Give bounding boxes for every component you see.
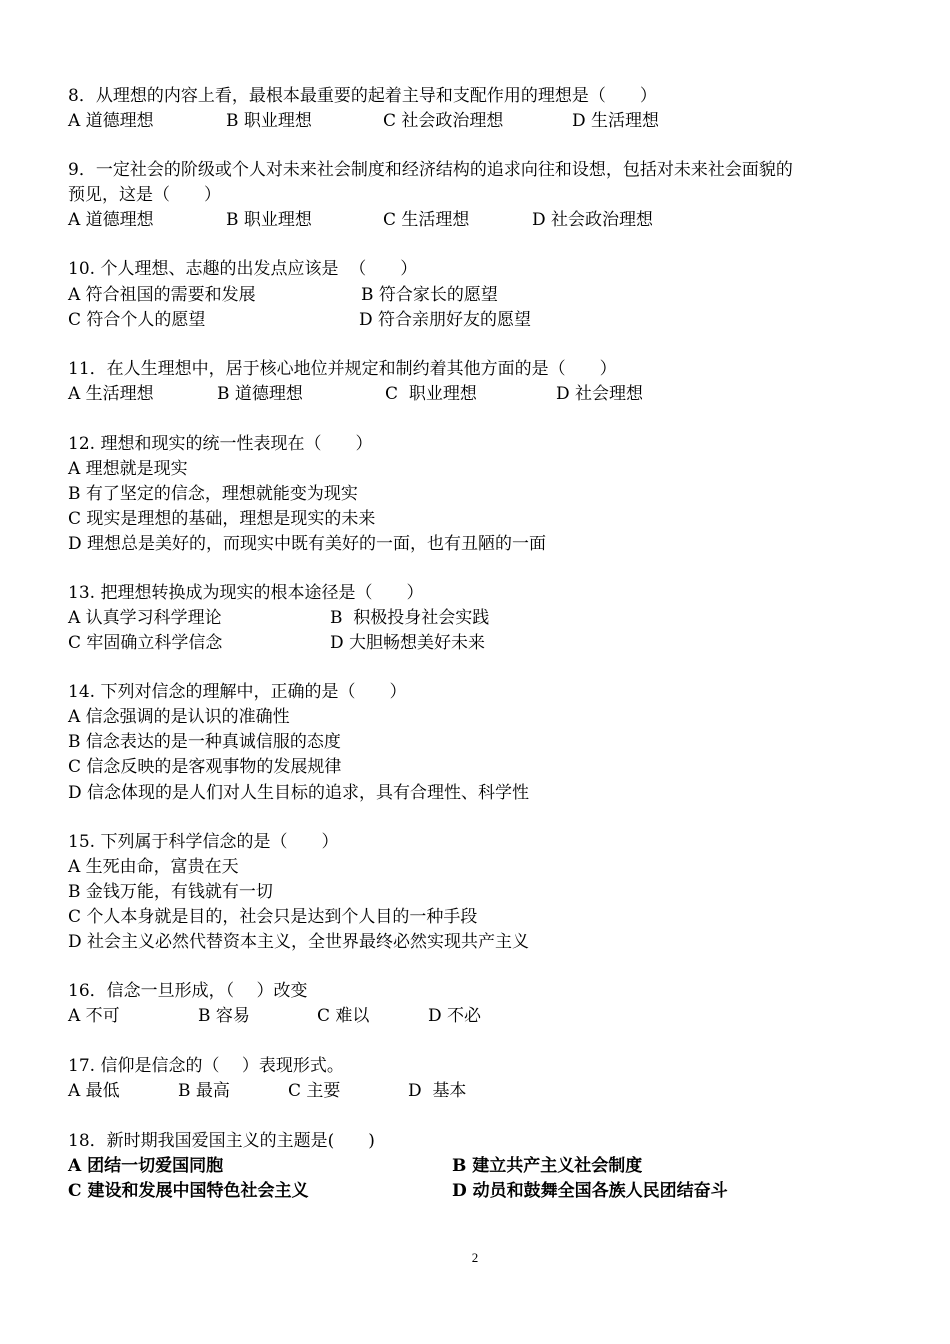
question-13-option-d: D 大胆畅想美好未来: [330, 633, 486, 653]
question-16-option-d: D 不必: [428, 1006, 482, 1026]
question-15-option-c: C 个人本身就是目的，社会只是达到个人目的一种手段: [68, 907, 478, 927]
question-12-option-b: B 有了坚定的信念，理想就能变为现实: [68, 484, 358, 504]
question-12-option-d: D 理想总是美好的，而现实中既有美好的一面，也有丑陋的一面: [68, 534, 547, 554]
question-10-stem: 10. 个人理想、志趣的出发点应该是 （ ）: [68, 259, 418, 279]
question-18-option-a: A 团结一切爱国同胞: [68, 1156, 224, 1176]
question-9-stem-line-1: 9．一定社会的阶级或个人对未来社会制度和经济结构的追求向往和设想，包括对未来社会面貌的: [68, 160, 793, 180]
question-11-option-b: B 道德理想: [217, 384, 303, 404]
question-15-option-d: D 社会主义必然代替资本主义，全世界最终必然实现共产主义: [68, 932, 530, 952]
question-14-option-c: C 信念反映的是客观事物的发展规律: [68, 757, 342, 777]
question-11-stem: 11．在人生理想中，居于核心地位并规定和制约着其他方面的是（ ）: [68, 359, 617, 379]
question-13-option-c: C 牢固确立科学信念: [68, 633, 223, 653]
question-16-option-a: A 不可: [68, 1006, 120, 1026]
question-9-option-c: C 生活理想: [383, 210, 470, 230]
question-14-option-a: A 信念强调的是认识的准确性: [68, 707, 290, 727]
question-8-option-a: A 道德理想: [68, 111, 154, 131]
question-14-option-b: B 信念表达的是一种真诚信服的态度: [68, 732, 341, 752]
question-15-option-b: B 金钱万能，有钱就有一切: [68, 882, 273, 902]
question-10-option-b: B 符合家长的愿望: [361, 285, 498, 305]
question-17-option-d: D 基本: [408, 1081, 467, 1101]
question-16-stem: 16．信念一旦形成，（ ）改变: [68, 981, 308, 1001]
question-15-stem: 15. 下列属于科学信念的是（ ）: [68, 832, 339, 852]
question-8-option-b: B 职业理想: [226, 111, 312, 131]
question-8-stem: 8．从理想的内容上看，最根本最重要的起着主导和支配作用的理想是（ ）: [68, 86, 657, 106]
question-18-option-b: B 建立共产主义社会制度: [452, 1156, 643, 1176]
question-17-option-c: C 主要: [288, 1081, 341, 1101]
question-15-option-a: A 生死由命，富贵在天: [68, 857, 239, 877]
question-18-option-d: D 动员和鼓舞全国各族人民团结奋斗: [452, 1181, 728, 1201]
question-11-option-d: D 社会理想: [556, 384, 644, 404]
question-10-option-d: D 符合亲朋好友的愿望: [359, 310, 532, 330]
question-12-option-c: C 现实是理想的基础，理想是现实的未来: [68, 509, 376, 529]
question-10-option-a: A 符合祖国的需要和发展: [68, 285, 256, 305]
question-9-option-d: D 社会政治理想: [532, 210, 654, 230]
question-9-option-a: A 道德理想: [68, 210, 154, 230]
question-18-stem: 18．新时期我国爱国主义的主题是( ): [68, 1131, 375, 1151]
question-12-stem: 12. 理想和现实的统一性表现在（ ）: [68, 434, 373, 454]
question-9-option-b: B 职业理想: [226, 210, 312, 230]
question-14-option-d: D 信念体现的是人们对人生目标的追求，具有合理性、科学性: [68, 783, 530, 803]
question-18-option-c: C 建设和发展中国特色社会主义: [68, 1181, 309, 1201]
question-9-stem-line-2: 预见，这是（ ）: [68, 185, 221, 205]
question-8-option-c: C 社会政治理想: [383, 111, 504, 131]
question-14-stem: 14. 下列对信念的理解中，正确的是（ ）: [68, 682, 407, 702]
question-17-option-b: B 最高: [178, 1081, 230, 1101]
question-11-option-a: A 生活理想: [68, 384, 154, 404]
question-12-option-a: A 理想就是现实: [68, 459, 188, 479]
question-13-option-a: A 认真学习科学理论: [68, 608, 222, 628]
question-17-stem: 17. 信仰是信念的（ ）表现形式。: [68, 1056, 344, 1076]
question-11-option-c: C 职业理想: [385, 384, 477, 404]
question-17-option-a: A 最低: [68, 1081, 120, 1101]
page-number: 2: [471, 1250, 479, 1265]
question-8-option-d: D 生活理想: [572, 111, 660, 131]
question-16-option-b: B 容易: [198, 1006, 250, 1026]
question-13-stem: 13. 把理想转换成为现实的根本途径是（ ）: [68, 583, 424, 603]
question-16-option-c: C 难以: [317, 1006, 370, 1026]
question-10-option-c: C 符合个人的愿望: [68, 310, 206, 330]
question-13-option-b: B 积极投身社会实践: [330, 608, 490, 628]
